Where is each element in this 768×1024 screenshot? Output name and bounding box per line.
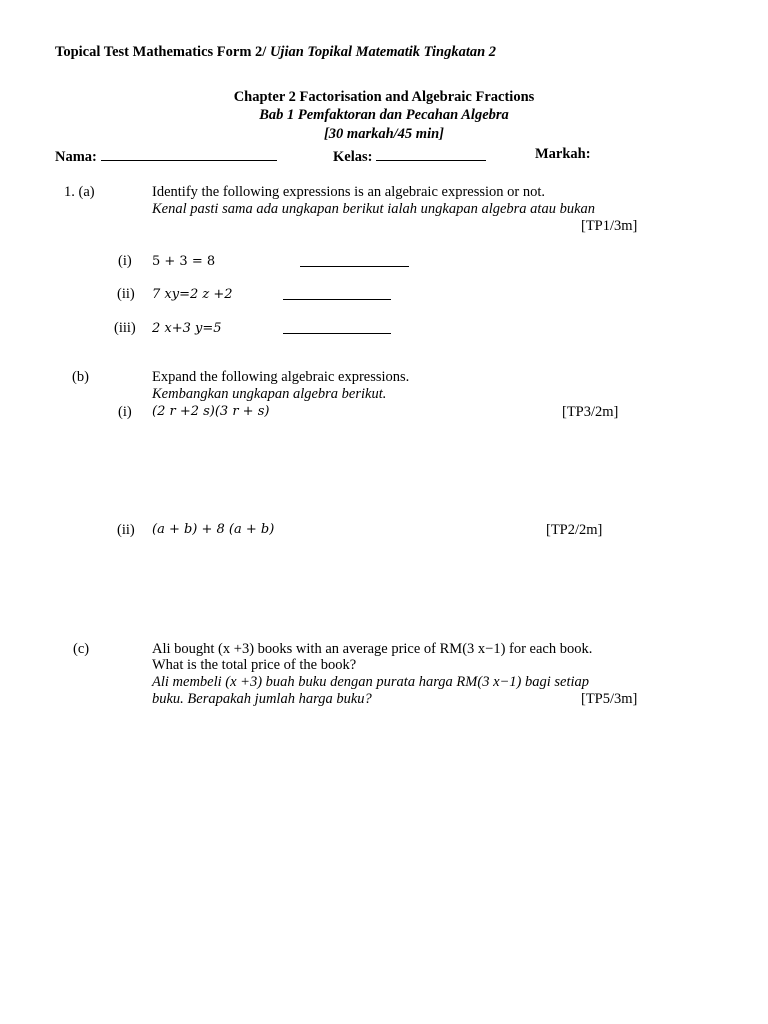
expression: (a + b) + 8 (a + b) — [152, 522, 275, 537]
question-c-line3: Ali membeli (x +3) buah buku dengan purata harga RM(3 x−1) bagi setiap — [152, 674, 590, 690]
answer-blank[interactable] — [283, 319, 391, 334]
expression: 2 x+3 y=5 — [152, 321, 222, 336]
kelas-blank[interactable] — [376, 146, 486, 161]
item-tag: [TP3/2m] — [562, 404, 619, 420]
document-header — [55, 44, 496, 61]
nama-blank[interactable] — [101, 146, 277, 161]
question-a-tag: [TP1/3m] — [581, 218, 638, 234]
question-c-label: (c) — [73, 641, 90, 657]
chapter-title: Chapter 2 Factorisation and Algebraic Fractions — [233, 89, 535, 105]
answer-blank[interactable] — [300, 252, 409, 267]
kelas-label: Kelas: — [333, 149, 373, 165]
header-title: Topical Test Mathematics Form 2/ — [55, 44, 267, 60]
expression: 5 + 3 = 8 — [152, 254, 216, 269]
question-c-tag: [TP5/3m] — [581, 691, 638, 707]
nama-label: Nama: — [55, 149, 97, 165]
question-b-label: (b) — [72, 369, 89, 385]
question-a-text: Identify the following expressions is an algebraic expression or not. — [152, 184, 546, 200]
question-c-line1: Ali bought (x +3) books with an average price of RM(3 x−1) for each book. — [152, 641, 593, 657]
item-label: (iii) — [114, 320, 136, 336]
header-title-malay: Ujian Topikal Matematik Tingkatan 2 — [266, 44, 497, 60]
expression: 7 xy=2 z +2 — [152, 287, 233, 302]
nama-field — [55, 146, 277, 166]
item-tag: [TP2/2m] — [546, 522, 603, 538]
kelas-field — [333, 146, 486, 166]
question-number: 1. (a) — [64, 184, 95, 200]
item-label: (ii) — [117, 522, 135, 538]
question-c-line2: What is the total price of the book? — [152, 657, 357, 673]
answer-blank[interactable] — [283, 285, 391, 300]
chapter-title-malay: Bab 1 Pemfaktoran dan Pecahan Algebra — [259, 107, 509, 123]
question-a-text-malay: Kenal pasti sama ada ungkapan berikut ialah ungkapan algebra atau bukan — [152, 201, 596, 217]
item-label: (i) — [118, 253, 132, 269]
markah-label: Markah: — [535, 146, 591, 162]
marks-time: [30 markah/45 min] — [323, 126, 445, 142]
expression: (2 r +2 s)(3 r + s) — [152, 404, 270, 419]
item-label: (ii) — [117, 286, 135, 302]
question-b-text: Expand the following algebraic expressions. — [152, 369, 410, 385]
item-label: (i) — [118, 404, 132, 420]
question-b-text-malay: Kembangkan ungkapan algebra berikut. — [152, 386, 387, 402]
question-c-line4: buku. Berapakah jumlah harga buku? — [152, 691, 372, 707]
